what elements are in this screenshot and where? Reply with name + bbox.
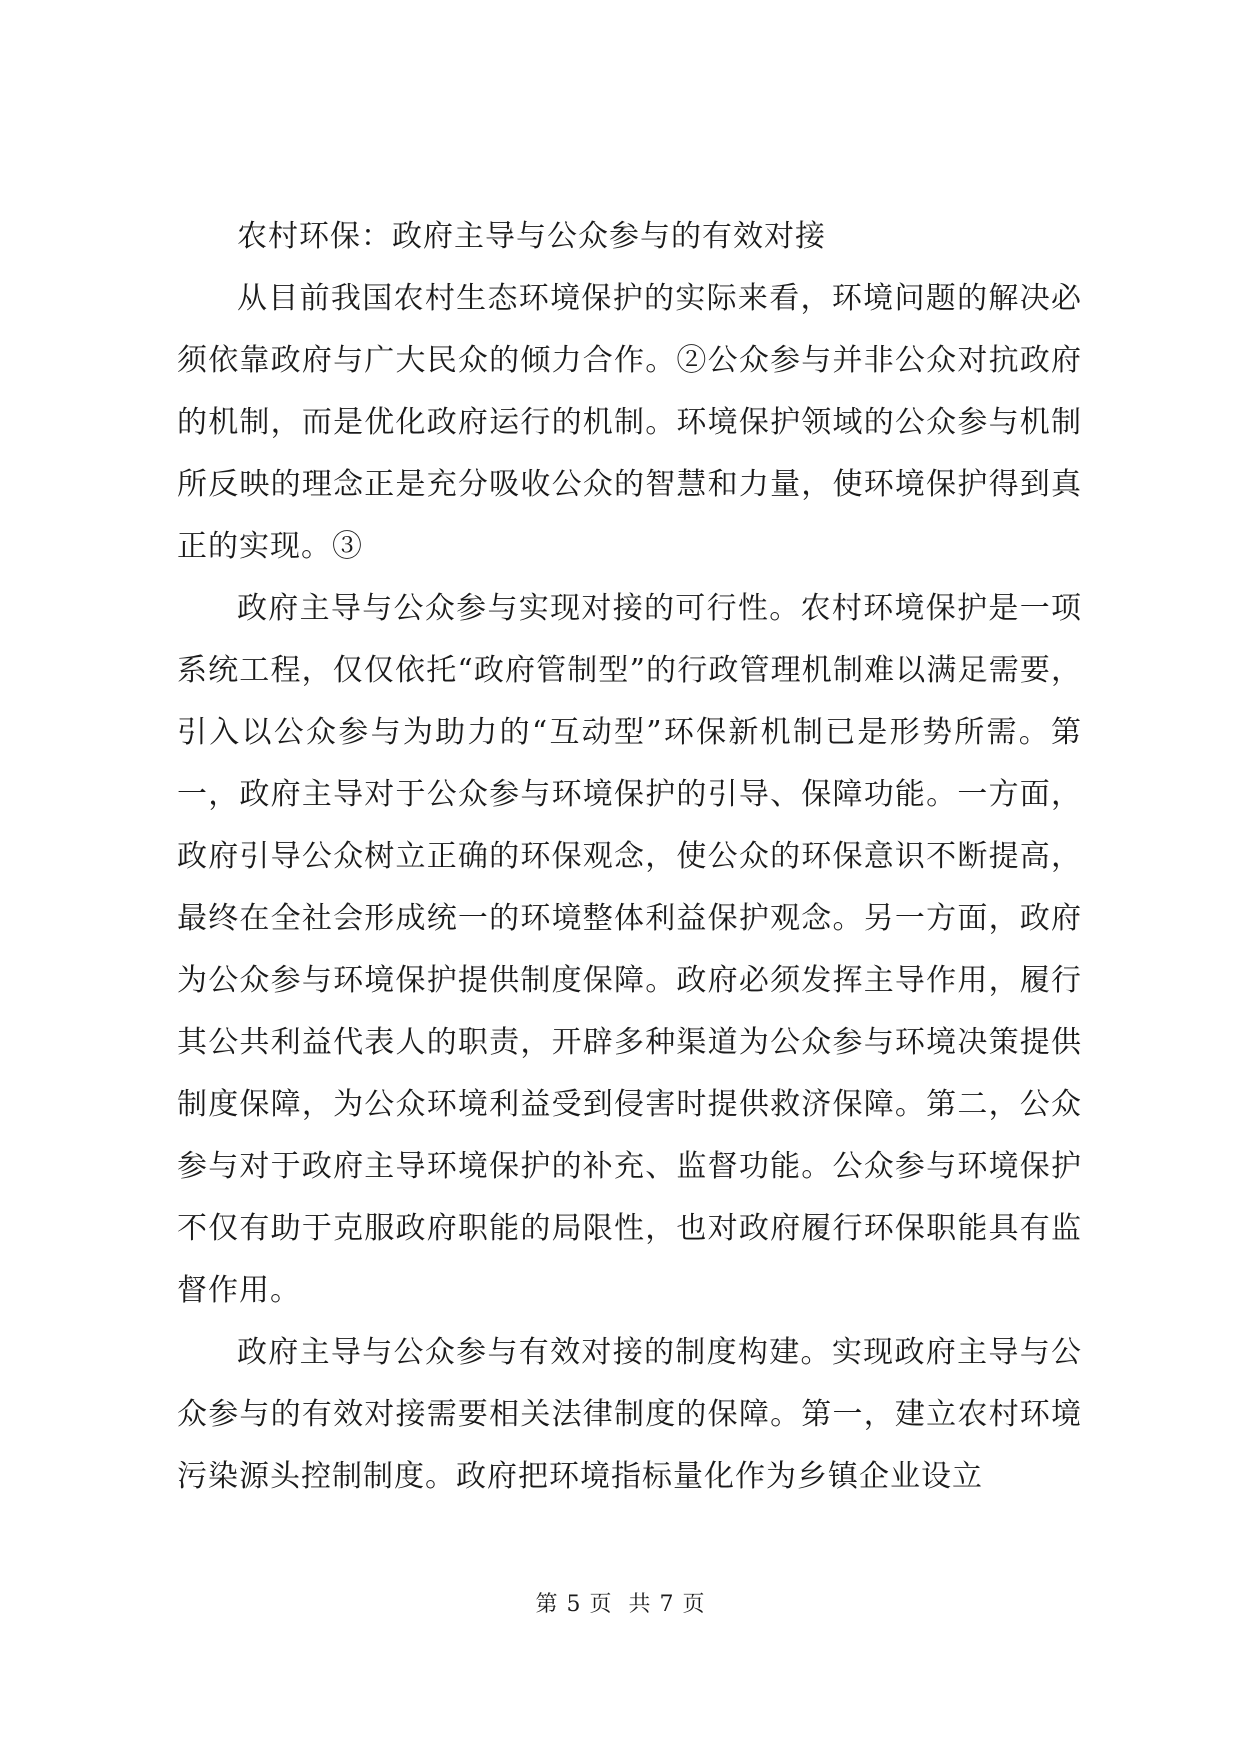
paragraph-1: 从目前我国农村生态环境保护的实际来看，环境问题的解决必须依靠政府与广大民众的倾力合作。②公众参与并非公众对抗政府的机制，而是优化政府运行的机制。环境保护领域的公众参与机制所反映的理念正是充分吸收公众的智慧和力量，使环境保护得到真正的实现。③	[177, 281, 1082, 564]
paragraph-3: 政府主导与公众参与有效对接的制度构建。实现政府主导与公众参与的有效对接需要相关法律制度的保障。第一，建立农村环境污染源头控制制度。政府把环境指标量化作为乡镇企业设立	[177, 1335, 1082, 1494]
document-body	[177, 206, 1082, 1508]
page-total: 共 7 页	[628, 1592, 706, 1617]
paragraph-2: 政府主导与公众参与实现对接的可行性。农村环境保护是一项系统工程，仅仅依托“政府管制型”的行政管理机制难以满足需要，引入以公众参与为助力的“互动型”环保新机制已是形势所需。第一，政府主导对于公众参与环境保护的引导、保障功能。一方面，政府引导公众树立正确的环保观念，使公众的环保意识不断提高，最终在全社会形成统一的环境整体利益保护观念。另一方面，政府为公众参与环境保护提供制度保障。政府必须发挥主导作用，履行其公共利益代表人的职责，开辟多种渠道为公众参与环境决策提供制度保障，为公众环境利益受到侵害时提供救济保障。第二，公众参与对于政府主导环境保护的补充、监督功能。公众参与环境保护不仅有助于克服政府职能的局限性，也对政府履行环保职能具有监督作用。	[177, 591, 1082, 1308]
page-footer	[0, 1590, 1241, 1620]
document-title: 农村环保：政府主导与公众参与的有效对接	[237, 219, 826, 254]
page-number: 第 5 页	[535, 1592, 613, 1617]
